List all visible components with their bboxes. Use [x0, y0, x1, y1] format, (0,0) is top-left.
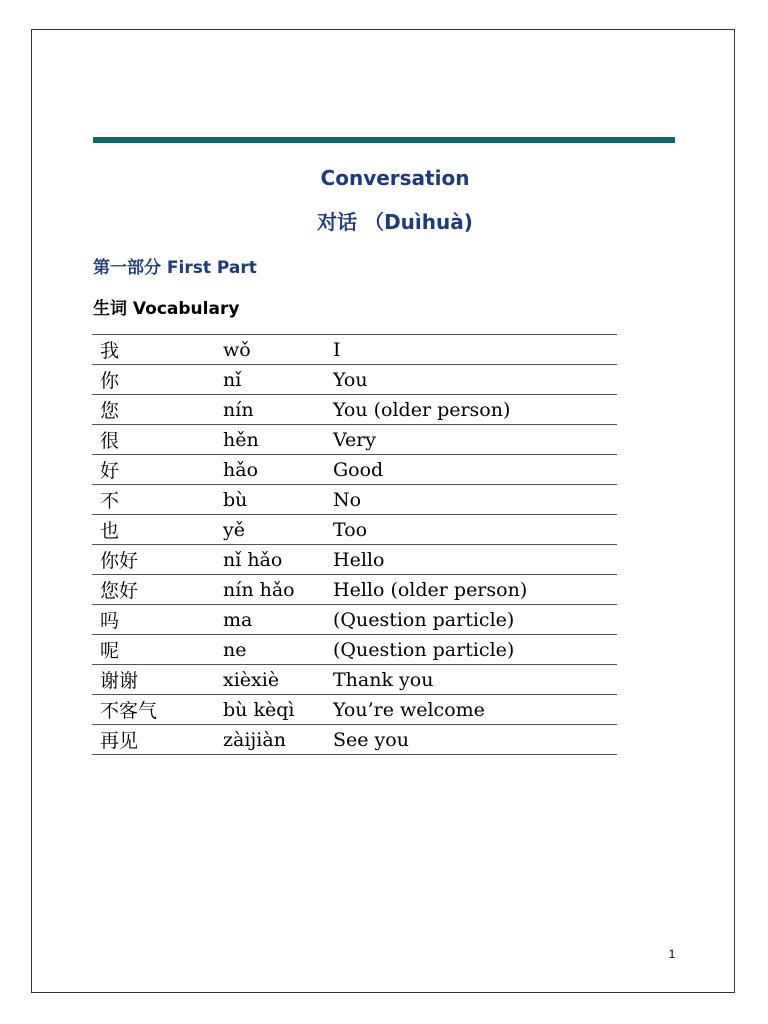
english-cell: I [325, 335, 617, 365]
page-title: Conversation [320, 166, 470, 190]
page-subtitle: 对话 （Duìhuà) [317, 210, 473, 234]
english-cell: You (older person) [325, 395, 617, 425]
pinyin-cell: bù [215, 485, 325, 515]
english-cell: See you [325, 725, 617, 755]
english-cell: Hello [325, 545, 617, 575]
table-row [92, 395, 617, 425]
english-cell: Thank you [325, 665, 617, 695]
table-row [92, 635, 617, 665]
table-row [92, 515, 617, 545]
table-row [92, 545, 617, 575]
hanzi-cell: 吗 [92, 605, 215, 635]
pinyin-cell: zàijiàn [215, 725, 325, 755]
pinyin-cell: nǐ hǎo [215, 545, 325, 575]
pinyin-cell: nín [215, 395, 325, 425]
english-cell: Hello (older person) [325, 575, 617, 605]
table-row [92, 695, 617, 725]
page-number: 1 [668, 947, 676, 961]
pinyin-cell: wǒ [215, 335, 325, 365]
table-row [92, 605, 617, 635]
table-row [92, 335, 617, 365]
hanzi-cell: 不客气 [92, 695, 215, 725]
english-cell: Very [325, 425, 617, 455]
pinyin-cell: yě [215, 515, 325, 545]
table-row [92, 575, 617, 605]
table-row [92, 665, 617, 695]
table-row [92, 485, 617, 515]
pinyin-cell: ne [215, 635, 325, 665]
table-row [92, 425, 617, 455]
hanzi-cell: 谢谢 [92, 665, 215, 695]
english-cell: Too [325, 515, 617, 545]
hanzi-cell: 您 [92, 395, 215, 425]
hanzi-cell: 再见 [92, 725, 215, 755]
hanzi-cell: 也 [92, 515, 215, 545]
hanzi-cell: 呢 [92, 635, 215, 665]
pinyin-cell: xièxiè [215, 665, 325, 695]
hanzi-cell: 您好 [92, 575, 215, 605]
vocabulary-table [92, 334, 617, 755]
english-cell: You’re welcome [325, 695, 617, 725]
hanzi-cell: 你 [92, 365, 215, 395]
pinyin-cell: ma [215, 605, 325, 635]
hanzi-cell: 不 [92, 485, 215, 515]
vocabulary-heading: 生词 Vocabulary [93, 299, 240, 319]
pinyin-cell: nǐ [215, 365, 325, 395]
english-cell: You [325, 365, 617, 395]
table-row [92, 365, 617, 395]
english-cell: (Question particle) [325, 605, 617, 635]
table-row [92, 725, 617, 755]
section-heading: 第一部分 First Part [93, 258, 257, 278]
english-cell: No [325, 485, 617, 515]
hanzi-cell: 我 [92, 335, 215, 365]
hanzi-cell: 好 [92, 455, 215, 485]
pinyin-cell: hěn [215, 425, 325, 455]
table-row [92, 455, 617, 485]
header-rule [93, 137, 675, 143]
pinyin-cell: bù kèqì [215, 695, 325, 725]
english-cell: Good [325, 455, 617, 485]
hanzi-cell: 很 [92, 425, 215, 455]
pinyin-cell: nín hǎo [215, 575, 325, 605]
pinyin-cell: hǎo [215, 455, 325, 485]
hanzi-cell: 你好 [92, 545, 215, 575]
english-cell: (Question particle) [325, 635, 617, 665]
